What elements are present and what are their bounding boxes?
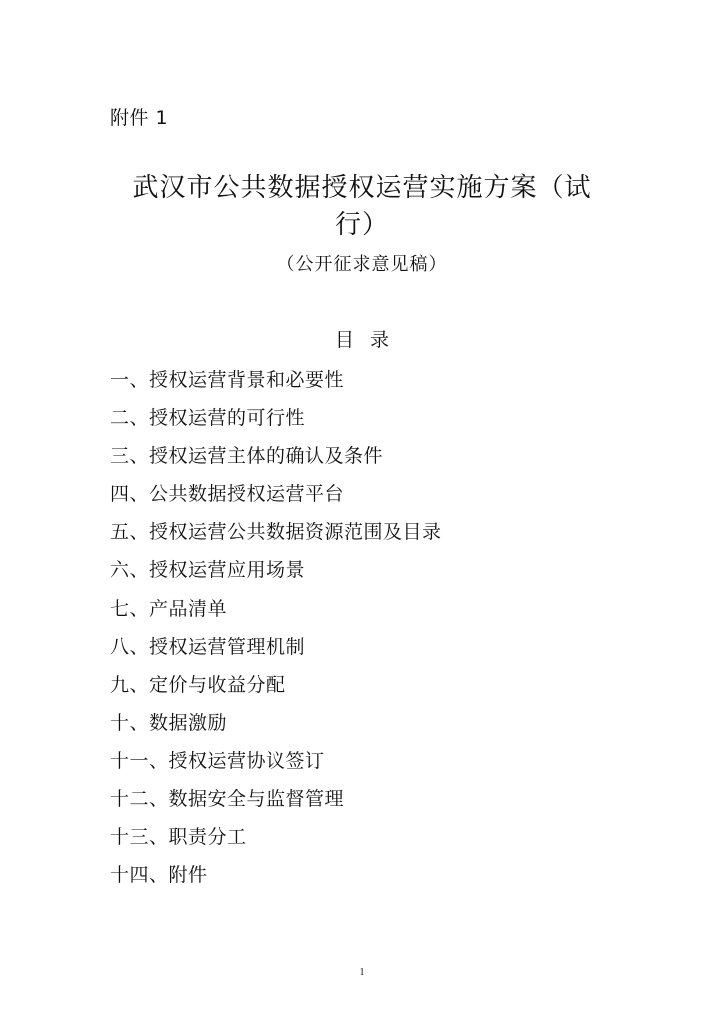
toc-item: 八、授权运营管理机制 bbox=[110, 635, 306, 658]
toc-item: 四、公共数据授权运营平台 bbox=[110, 483, 345, 506]
toc-item: 七、产品清单 bbox=[110, 597, 228, 620]
toc-item: 九、定价与收益分配 bbox=[110, 673, 286, 696]
document-title bbox=[110, 170, 614, 244]
toc-item: 十三、职责分工 bbox=[110, 826, 247, 849]
attachment-label: 附件 1 bbox=[110, 107, 169, 129]
toc-item: 十四、附件 bbox=[110, 864, 208, 887]
toc-item: 六、授权运营应用场景 bbox=[110, 559, 306, 582]
toc-item: 三、授权运营主体的确认及条件 bbox=[110, 445, 384, 468]
toc-item: 十二、数据安全与监督管理 bbox=[110, 788, 345, 811]
page-number: 1 bbox=[359, 967, 365, 978]
table-of-contents bbox=[110, 367, 442, 900]
document-subtitle: （公开征求意见稿） bbox=[276, 254, 448, 275]
toc-heading: 目录 bbox=[334, 329, 405, 351]
toc-item: 一、授权运营背景和必要性 bbox=[110, 369, 345, 391]
toc-item: 十、数据激励 bbox=[110, 711, 228, 734]
document-title-line-2: 行） bbox=[334, 210, 389, 240]
toc-item: 二、授权运营的可行性 bbox=[110, 407, 306, 430]
toc-item: 五、授权运营公共数据资源范围及目录 bbox=[110, 521, 442, 544]
document-title-line-1: 武汉市公共数据授权运营实施方案（试 bbox=[132, 173, 592, 203]
toc-item: 十一、授权运营协议签订 bbox=[110, 749, 325, 772]
